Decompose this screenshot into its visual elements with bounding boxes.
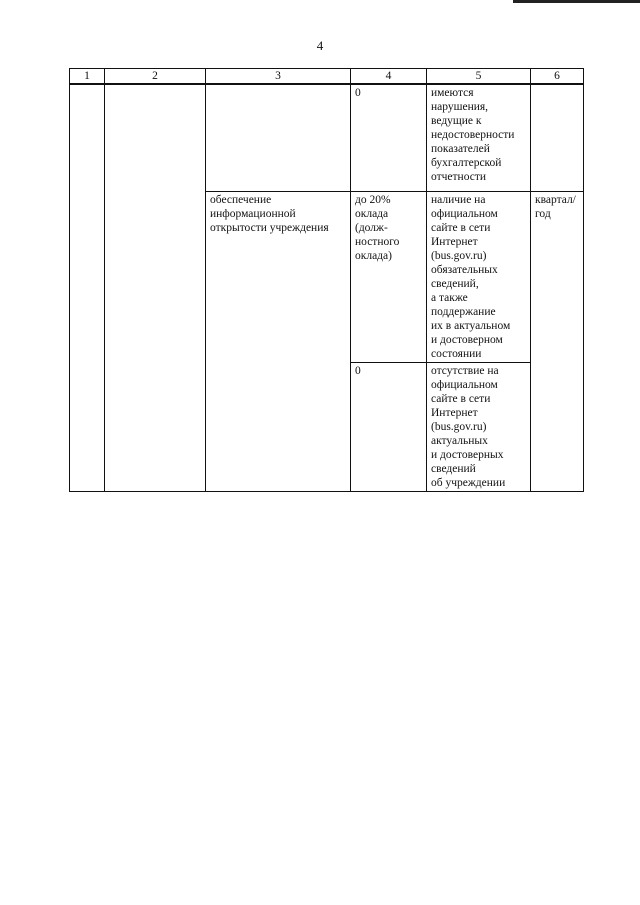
table-header: [70, 69, 584, 85]
cell-col-4: [351, 84, 427, 192]
cell-col-4: [351, 363, 427, 492]
periodicity-text: квартал/год: [535, 194, 576, 220]
header-col-2: 2: [105, 69, 206, 85]
condition-text: имеются нарушения, ведущие к недостоверности показателей бухгалтерской отчетности: [431, 87, 515, 183]
payment-size-text: до 20% оклада (долж- ностного оклада): [355, 194, 400, 262]
header-col-5: 5: [427, 69, 531, 85]
header-col-4: 4: [351, 69, 427, 85]
cell-col-4: [351, 192, 427, 363]
cell-col-3: [206, 192, 351, 492]
header-row: [70, 69, 584, 85]
header-col-6: 6: [531, 69, 584, 85]
cell-col-6: [531, 84, 584, 192]
condition-text: наличие на официальном сайте в сети Интернет (bus.gov.ru) обязательных сведений, а также поддержание их в актуальном и достоверном состоянии: [431, 194, 511, 360]
scan-edge-mark: [513, 0, 640, 3]
cell-col-6: [531, 192, 584, 492]
table-row: [70, 84, 584, 192]
cell-col-3: [206, 84, 351, 192]
score-value: 0: [355, 365, 361, 377]
header-col-1: 1: [70, 69, 105, 85]
cell-col-1: [70, 84, 105, 492]
cell-col-2: [105, 84, 206, 492]
cell-col-5: [427, 192, 531, 363]
cell-col-5: [427, 363, 531, 492]
condition-text: отсутствие на официальном сайте в сети Интернет (bus.gov.ru) актуальных и достоверных сведений об учреждении: [431, 365, 506, 489]
criterion-text: обеспечение информационной открытости учреждения: [210, 194, 329, 234]
score-value: 0: [355, 87, 361, 99]
page-number: 4: [316, 38, 324, 53]
criteria-table: [69, 68, 584, 492]
header-col-3: 3: [206, 69, 351, 85]
cell-col-5: [427, 84, 531, 192]
